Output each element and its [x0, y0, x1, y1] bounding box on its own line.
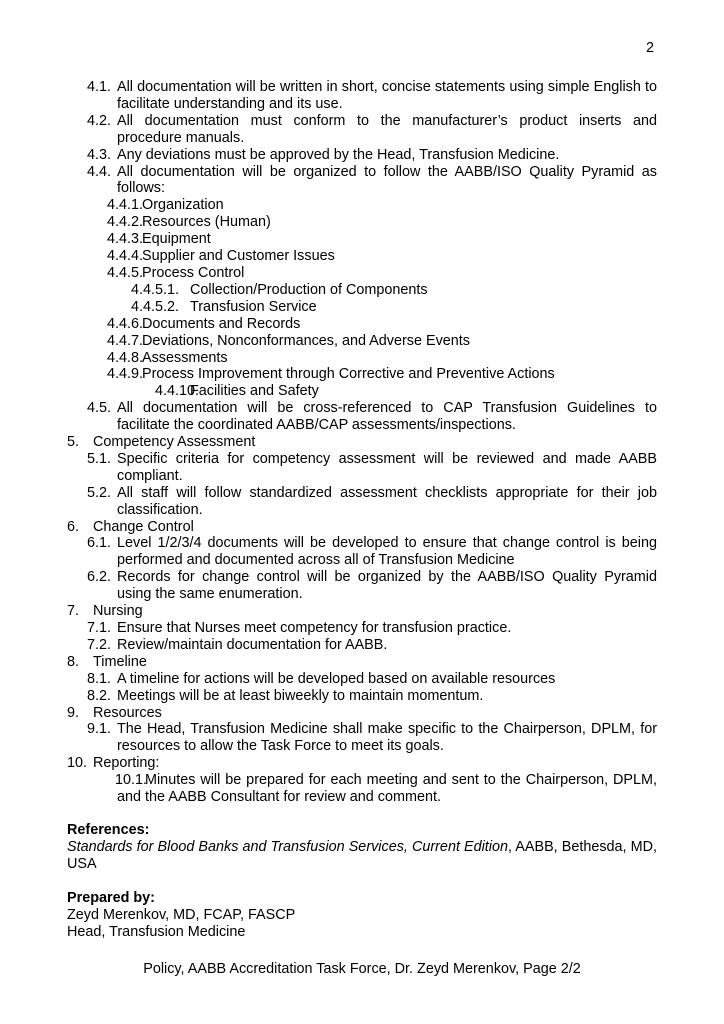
list-item-text: Supplier and Customer Issues	[142, 248, 335, 265]
list-item-text: Ensure that Nurses meet competency for transfusion practice.	[117, 620, 512, 636]
list-item	[107, 315, 657, 333]
list-item-number: 4.4.3.	[107, 231, 144, 248]
section-spacer	[67, 806, 657, 822]
list-item-text: Facilities and Safety	[190, 383, 319, 400]
list-item-number: 8.1.	[87, 670, 112, 687]
list-item-number: 4.4.6.	[107, 315, 144, 332]
list-item	[107, 332, 657, 350]
list-item-number: 7.2.	[87, 636, 112, 653]
list-item-number: 8.	[67, 653, 80, 670]
list-item-text: All documentation will be cross-referenced to CAP Transfusion Guidelines to facilitate the coordinated AABB/CAP assessments/inspections.	[117, 400, 657, 434]
list-item	[87, 400, 657, 434]
list-item	[87, 636, 657, 654]
list-item-number: 4.4.9.	[107, 366, 144, 383]
list-item-number: 4.5.	[87, 400, 112, 417]
list-item-text: All staff will follow standardized assessment checklists appropriate for their job classification.	[117, 484, 657, 518]
list-item	[87, 721, 657, 755]
list-item-number: 9.	[67, 704, 80, 721]
list-item-text: Meetings will be at least biweekly to maintain momentum.	[117, 687, 484, 704]
list-item	[107, 248, 657, 265]
list-item-number: 4.4.	[87, 163, 112, 180]
list-item-text: Organization	[142, 197, 224, 214]
list-item-number: 9.1.	[87, 721, 112, 738]
list-item	[107, 197, 657, 214]
document-body	[67, 79, 657, 940]
list-item-text: Timeline	[93, 653, 147, 670]
numbered-outline-list	[67, 79, 657, 806]
list-item-number: 4.4.4.	[107, 248, 144, 265]
list-item-number: 8.2.	[87, 687, 112, 704]
reference-citation	[67, 839, 657, 873]
list-item-number: 4.4.1.	[107, 197, 144, 214]
list-item-number: 4.4.5.2.	[131, 298, 180, 315]
list-item	[131, 298, 657, 316]
list-item-text: Nursing	[93, 603, 143, 620]
page-footer: Policy, AABB Accreditation Task Force, Dr. Zeyd Merenkov, Page 2/2	[143, 961, 581, 977]
list-item	[87, 535, 657, 569]
list-item	[67, 603, 657, 620]
list-item	[87, 79, 657, 113]
list-item-number: 7.1.	[87, 620, 112, 636]
list-item-text: Specific criteria for competency assessment will be reviewed and made AABB compliant.	[117, 450, 657, 484]
list-item	[87, 484, 657, 519]
list-item-text: Documents and Records	[142, 315, 301, 332]
page-number: 2	[645, 40, 654, 56]
list-item-number: 4.1.	[87, 79, 112, 95]
list-item-number: 4.4.10.	[155, 383, 200, 400]
list-item-text: Assessments	[142, 349, 228, 366]
list-item-text: Deviations, Nonconformances, and Adverse Events	[142, 332, 470, 349]
prepared-by-title: Head, Transfusion Medicine	[67, 923, 246, 940]
list-item	[67, 704, 657, 722]
citation-publisher: , AABB, Bethesda, MD, USA	[67, 838, 657, 872]
list-item	[67, 755, 657, 772]
list-item-text: Minutes will be prepared for each meeting and sent to the Chairperson, DPLM, and the AABB Consultant for review and comment.	[117, 772, 657, 806]
citation-title: Standards for Blood Banks and Transfusion Services, Current Edition	[67, 838, 509, 855]
list-item-number: 4.4.5.	[107, 264, 144, 281]
list-item-number: 4.4.7.	[107, 332, 144, 349]
list-item-text: The Head, Transfusion Medicine shall make specific to the Chairperson, DPLM, for resources to allow the Task Force to meet its goals.	[117, 721, 657, 755]
list-item-number: 4.4.5.1.	[131, 281, 180, 298]
list-item	[87, 670, 657, 688]
list-item-text: Level 1/2/3/4 documents will be developed to ensure that change control is being performed and documented across all of Transfusion Medicine	[117, 535, 657, 569]
list-item-text: Equipment	[142, 231, 211, 248]
list-item	[67, 653, 657, 671]
list-item	[87, 687, 657, 705]
prepared-by-name: Zeyd Merenkov, MD, FCAP, FASCP	[67, 906, 296, 923]
list-item	[107, 366, 657, 383]
list-item	[117, 772, 657, 806]
list-item-text: A timeline for actions will be developed based on available resources	[117, 670, 556, 687]
list-item-number: 10.	[67, 755, 88, 772]
list-item	[107, 264, 657, 282]
list-item-text: Process Improvement through Corrective and Preventive Actions	[142, 366, 555, 383]
list-item-number: 5.1.	[87, 450, 112, 467]
list-item-number: 4.4.8.	[107, 349, 144, 366]
list-item-number: 4.2.	[87, 112, 112, 129]
list-item	[87, 146, 657, 164]
list-item-text: Transfusion Service	[190, 298, 317, 315]
list-item-number: 7.	[67, 603, 80, 620]
list-item	[87, 620, 657, 637]
list-item	[142, 383, 657, 400]
list-item	[107, 349, 657, 367]
list-item-text: All documentation will be organized to follow the AABB/ISO Quality Pyramid as follows:	[117, 163, 657, 197]
list-item	[87, 163, 657, 198]
list-item-text: All documentation will be written in short, concise statements using simple English to facilitate understanding and its use.	[117, 79, 657, 112]
list-item	[67, 434, 657, 451]
list-item-text: All documentation must conform to the manufacturer’s product inserts and procedure manuals.	[117, 112, 657, 146]
list-item	[131, 281, 657, 299]
list-item	[107, 214, 657, 231]
list-item	[87, 569, 657, 603]
list-item-number: 4.4.2.	[107, 214, 144, 231]
prepared-by-heading: Prepared by:	[67, 889, 155, 906]
list-item-text: Any deviations must be approved by the Head, Transfusion Medicine.	[117, 146, 560, 163]
list-item-number: 6.1.	[87, 535, 112, 552]
list-item-text: Competency Assessment	[93, 434, 256, 451]
list-item-text: Reporting:	[93, 755, 160, 772]
list-item-number: 6.	[67, 518, 80, 535]
list-item-number: 6.2.	[87, 569, 112, 586]
list-item	[87, 450, 657, 485]
list-item-number: 10.1.	[115, 772, 148, 789]
list-item	[87, 112, 657, 147]
list-item-text: Process Control	[142, 264, 245, 281]
references-heading: References:	[67, 821, 150, 838]
list-item-text: Resources (Human)	[142, 214, 271, 231]
list-item-number: 4.3.	[87, 146, 112, 163]
list-item-text: Review/maintain documentation for AABB.	[117, 636, 388, 653]
list-item-text: Change Control	[93, 518, 194, 535]
list-item	[67, 518, 657, 536]
list-item-number: 5.	[67, 434, 80, 451]
list-item-text: Collection/Production of Components	[190, 281, 428, 298]
list-item-number: 5.2.	[87, 484, 112, 501]
list-item-text: Records for change control will be organized by the AABB/ISO Quality Pyramid using the same enumeration.	[117, 569, 657, 603]
list-item-text: Resources	[93, 704, 162, 721]
list-item	[107, 231, 657, 248]
section-spacer	[67, 873, 657, 890]
